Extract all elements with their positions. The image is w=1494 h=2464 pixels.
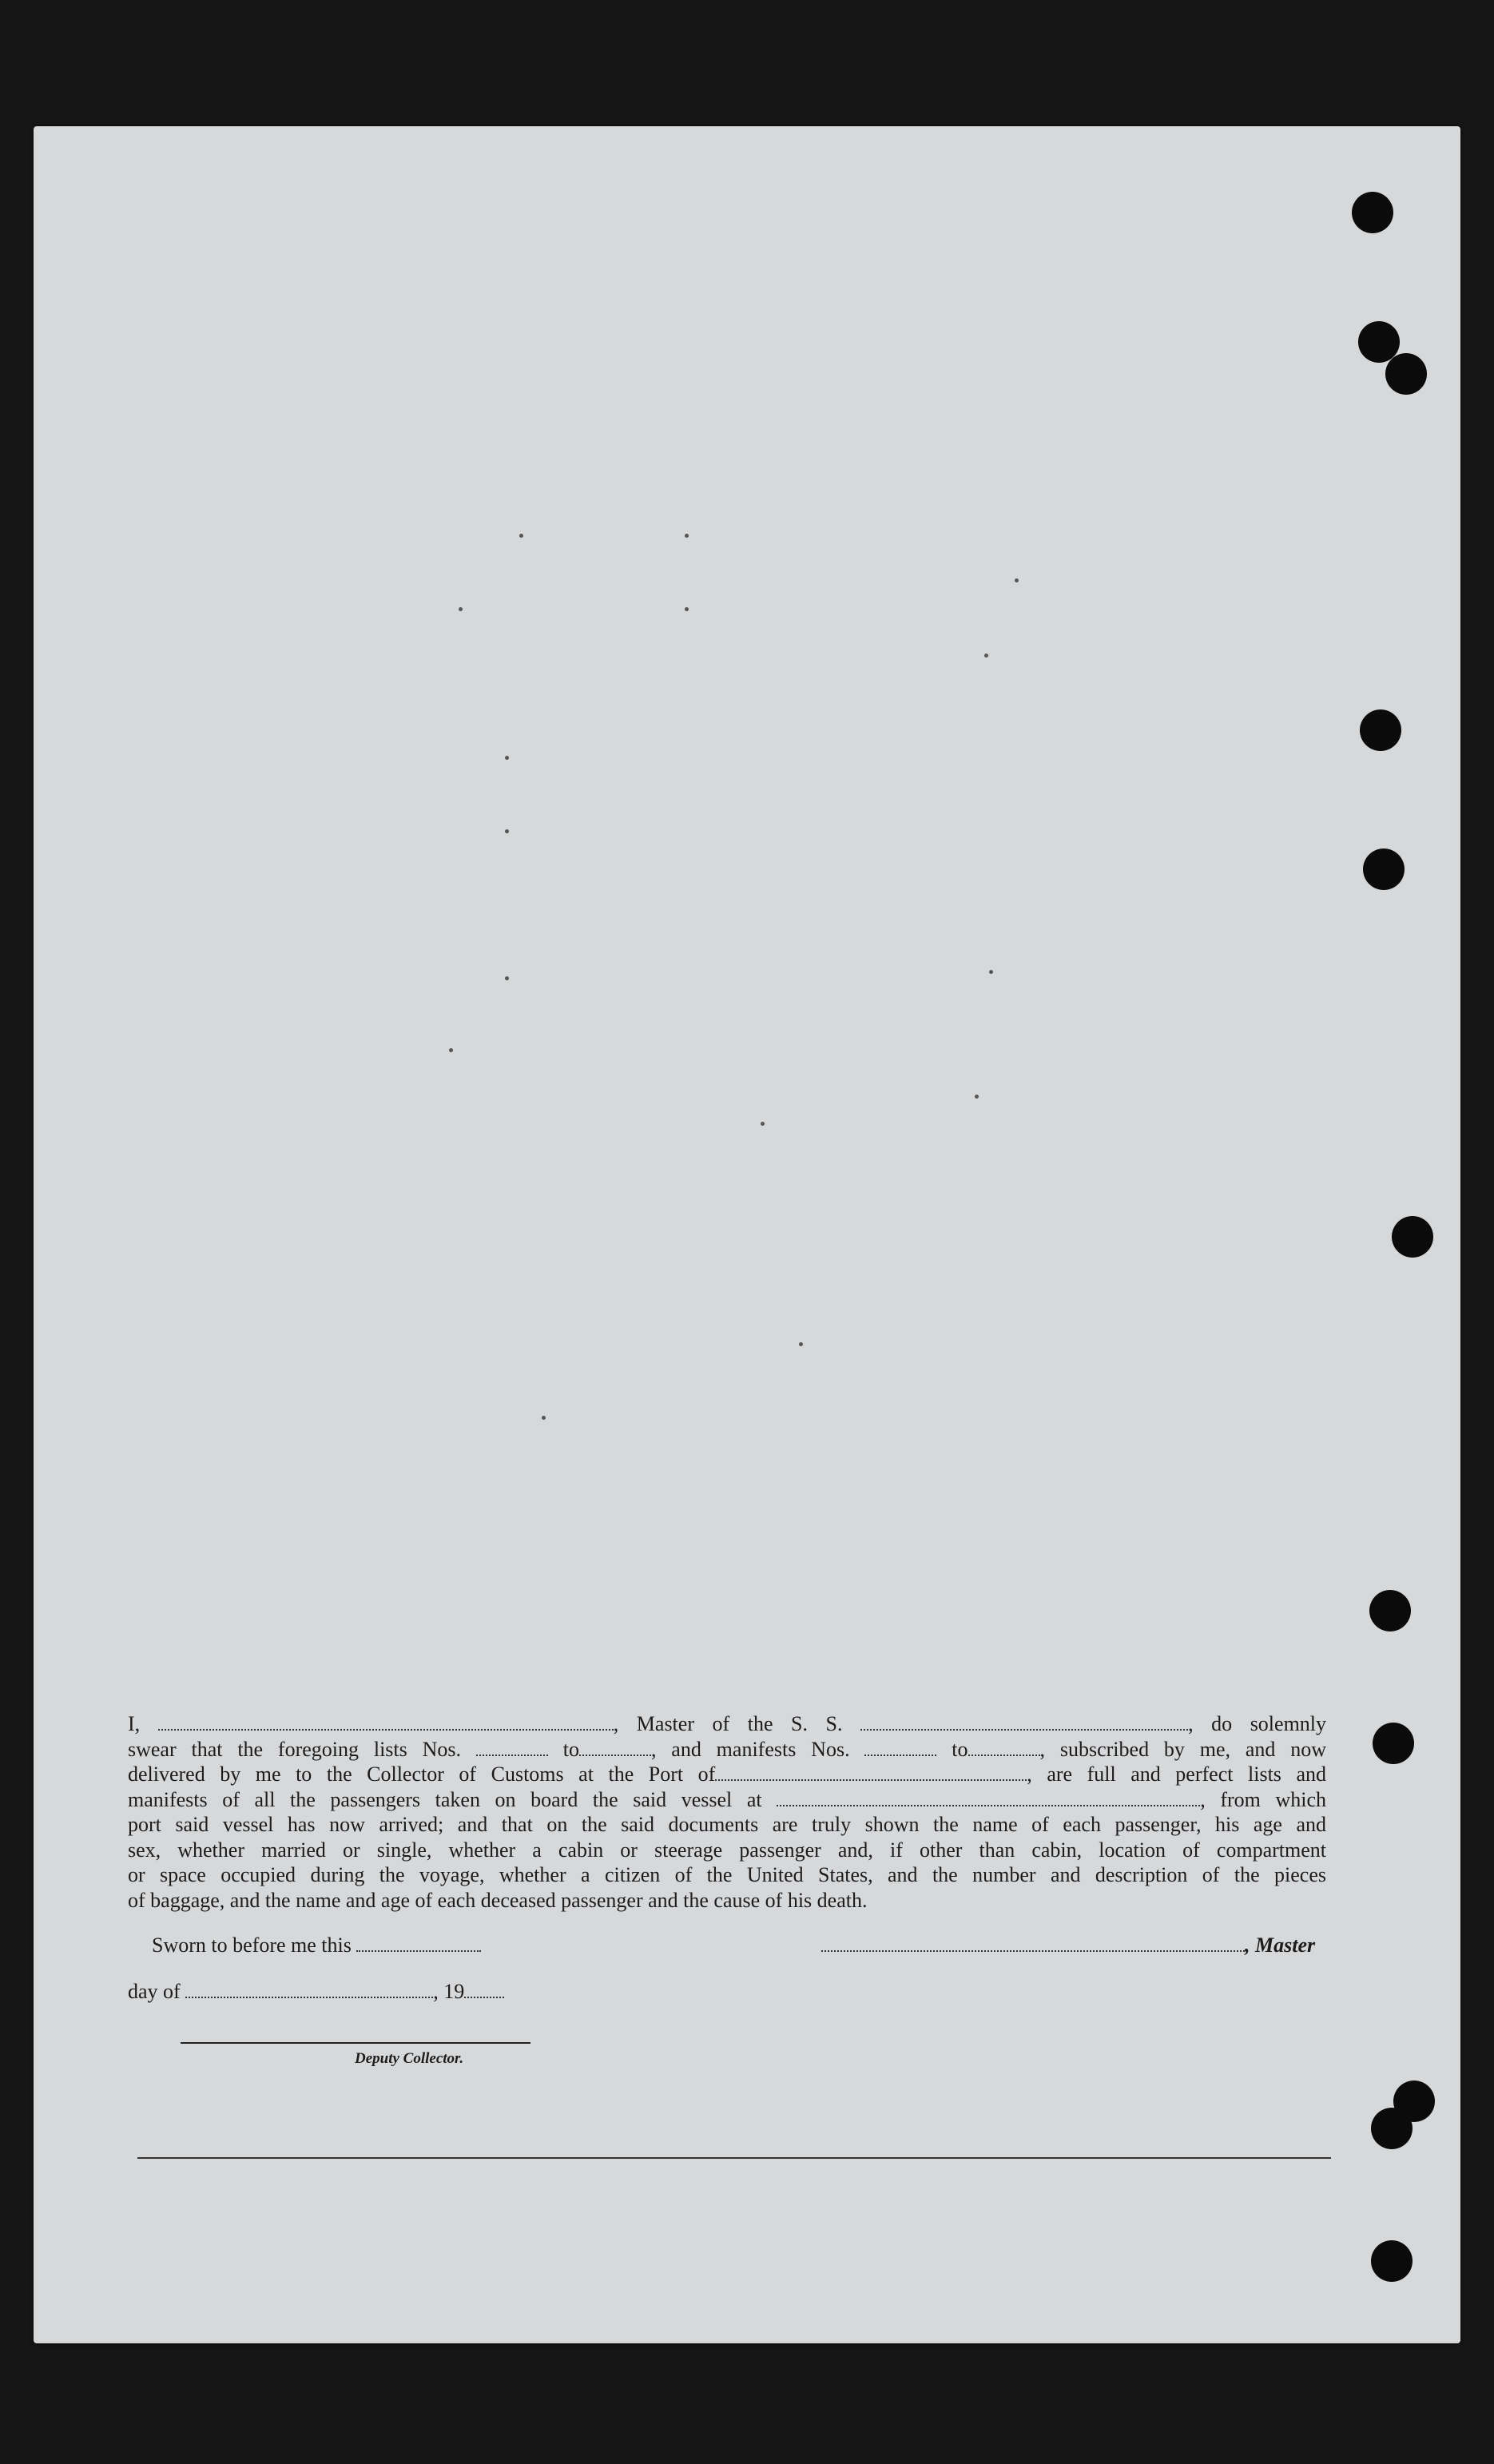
bottom-rule: [137, 2157, 1331, 2159]
manifests-from-blank[interactable]: [864, 1740, 936, 1756]
ship-name-blank[interactable]: [860, 1715, 1188, 1731]
punch-hole: [1352, 192, 1393, 233]
master-signature-line: [821, 1933, 1315, 1957]
oath-line-5: port said vessel has now arrived; and that on the said documents are truly shown the name of each passenger, his age and: [128, 1813, 1326, 1836]
punch-hole: [1385, 353, 1427, 395]
year-blank[interactable]: [464, 1982, 504, 1998]
deputy-signature-rule[interactable]: [181, 2042, 530, 2044]
oath-line-8: of baggage, and the name and age of each deceased passenger and the cause of his death.: [128, 1888, 868, 1912]
oath-line-6: sex, whether married or single, whether a cabin or steerage passenger and, if other than cabin, location of compartment: [128, 1838, 1326, 1862]
oath-text: , from which: [1200, 1787, 1326, 1811]
speck: [761, 1122, 765, 1126]
manifest-sheet: [34, 126, 1460, 2343]
sworn-line: [152, 1933, 481, 1957]
oath-text: delivered by me to the Collector of Customs at the Port of: [128, 1763, 716, 1786]
day-of-text: day of: [128, 1980, 181, 2003]
punch-hole: [1369, 1590, 1411, 1631]
speck: [989, 970, 993, 974]
oath-text: , Master of the S. S.: [613, 1712, 843, 1735]
punch-hole: [1371, 2240, 1413, 2282]
oath-text: , are full and perfect lists and: [1027, 1763, 1326, 1786]
embarkation-port-blank[interactable]: [777, 1790, 1200, 1806]
oath-line-3: [128, 1762, 1326, 1787]
punch-hole: [1373, 1723, 1414, 1764]
oath-line-4: [128, 1787, 1326, 1813]
masters-oath: [128, 1711, 1326, 1913]
oath-line-7: or space occupied during the voyage, whether a citizen of the United States, and the number and description of the pieces: [128, 1863, 1326, 1886]
speck: [459, 607, 463, 611]
day-of-line: [128, 1980, 504, 2004]
speck: [519, 534, 523, 538]
speck: [505, 976, 509, 980]
deputy-collector-label: Deputy Collector.: [355, 2050, 464, 2067]
oath-text: manifests of all the passengers taken on board the said vessel at: [128, 1787, 762, 1811]
master-signature-blank[interactable]: [821, 1936, 1245, 1952]
oath-text: swear that the foregoing lists Nos.: [128, 1737, 461, 1761]
speck: [685, 534, 689, 538]
oath-text: , and manifests Nos.: [650, 1737, 850, 1761]
speck: [975, 1095, 979, 1099]
punch-hole: [1363, 848, 1405, 890]
month-blank[interactable]: [185, 1982, 433, 1998]
lists-to-blank[interactable]: [579, 1740, 651, 1756]
sworn-text: Sworn to before me this: [152, 1933, 352, 1957]
speck: [799, 1342, 803, 1346]
oath-line-1: [128, 1711, 1326, 1737]
speck: [505, 829, 509, 833]
oath-text: , subscribed by me, and now: [1039, 1737, 1327, 1761]
sworn-date-blank[interactable]: [356, 1936, 481, 1952]
speck: [505, 756, 509, 760]
speck: [984, 654, 988, 658]
oath-text: to: [952, 1737, 968, 1761]
master-name-blank[interactable]: [158, 1715, 614, 1731]
year-prefix: , 19: [433, 1980, 465, 2003]
manifests-to-blank[interactable]: [968, 1740, 1040, 1756]
punch-hole: [1392, 1216, 1433, 1258]
speck: [542, 1416, 546, 1420]
master-label: , Master: [1245, 1933, 1316, 1957]
oath-text: , do solemnly: [1188, 1712, 1327, 1735]
lists-from-blank[interactable]: [476, 1740, 548, 1756]
port-blank[interactable]: [715, 1765, 1027, 1781]
speck: [1015, 578, 1019, 582]
speck: [685, 607, 689, 611]
oath-text: to: [562, 1737, 579, 1761]
speck: [449, 1048, 453, 1052]
oath-line-2: [128, 1737, 1326, 1763]
punch-hole: [1371, 2108, 1413, 2149]
punch-hole: [1360, 709, 1401, 751]
oath-text: I,: [128, 1712, 141, 1735]
